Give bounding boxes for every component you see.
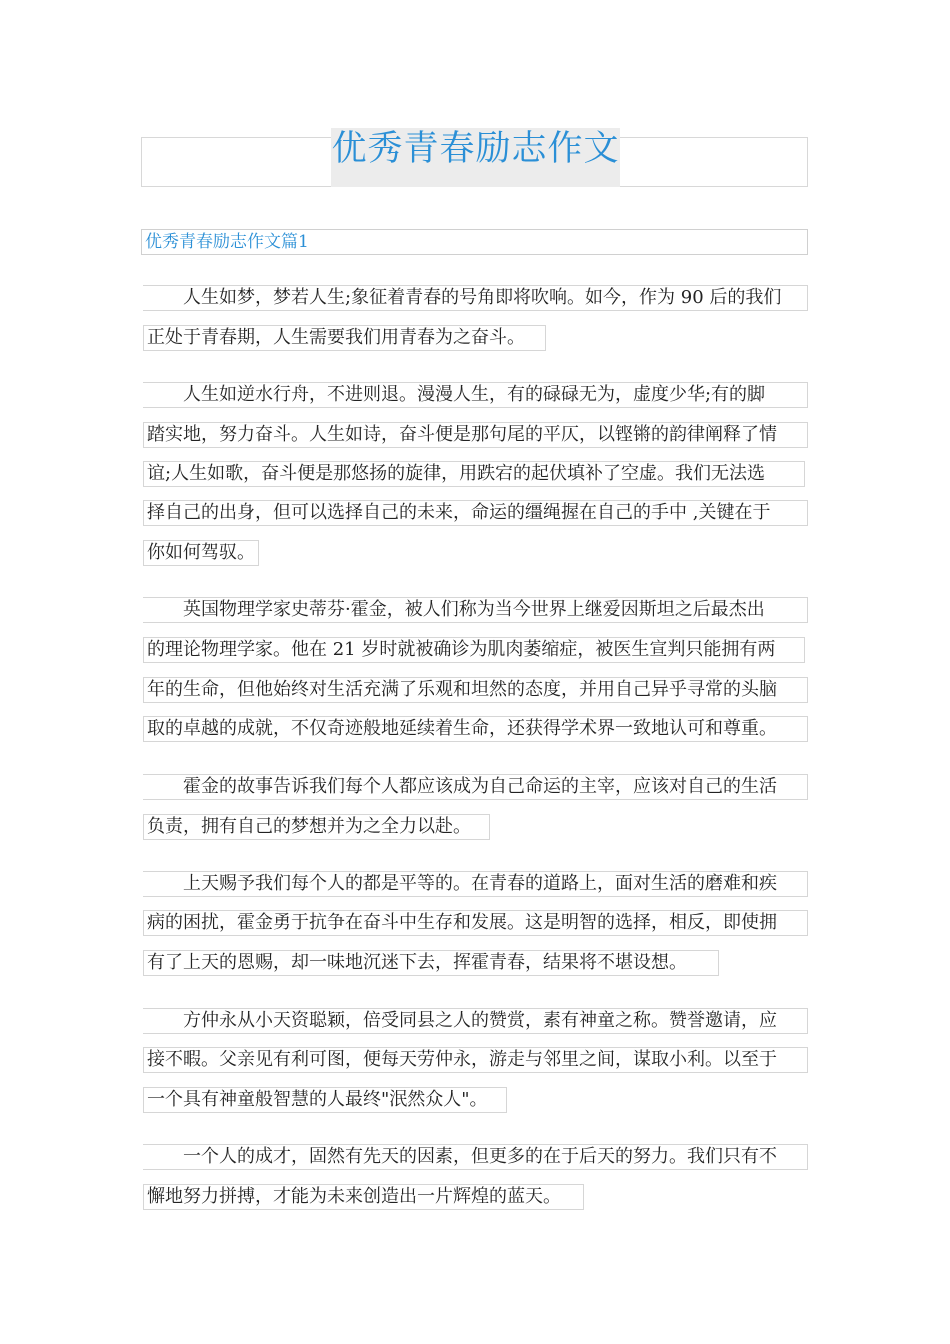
- paragraph-line: 英国物理学家史蒂芬·霍金，被人们称为当今世界上继爱因斯坦之后最杰出: [143, 597, 808, 623]
- paragraph-line: 年的生命，但他始终对生活充满了乐观和坦然的态度，并用自己异乎寻常的头脑: [143, 677, 808, 703]
- paragraph-line: 懈地努力拼搏，才能为未来创造出一片辉煌的蓝天。: [143, 1184, 584, 1210]
- paragraph-line: 霍金的故事告诉我们每个人都应该成为自己命运的主宰，应该对自己的生活: [143, 774, 808, 800]
- section-heading: 优秀青春励志作文篇1: [141, 229, 808, 255]
- paragraph-line: 择自己的出身，但可以选择自己的未来，命运的缰绳握在自己的手中 ,关键在于: [143, 500, 808, 526]
- paragraph-line: 正处于青春期，人生需要我们用青春为之奋斗。: [143, 325, 546, 351]
- paragraph-line: 一个具有神童般智慧的人最终"泯然众人"。: [143, 1087, 507, 1113]
- paragraph-line: 上天赐予我们每个人的都是平等的。在青春的道路上，面对生活的磨难和疾: [143, 871, 808, 897]
- paragraph-line: 有了上天的恩赐，却一味地沉迷下去，挥霍青春，结果将不堪设想。: [143, 950, 719, 976]
- paragraph-line: 负责，拥有自己的梦想并为之全力以赴。: [143, 814, 490, 840]
- page-title: 优秀青春励志作文: [331, 129, 620, 169]
- paragraph-line: 一个人的成才，固然有先天的因素，但更多的在于后天的努力。我们只有不: [143, 1144, 808, 1170]
- paragraph-line: 方仲永从小天资聪颖，倍受同县之人的赞赏，素有神童之称。赞誉邀请，应: [143, 1008, 808, 1034]
- paragraph-line: 谊;人生如歌，奋斗便是那悠扬的旋律，用跌宕的起伏填补了空虚。我们无法选: [143, 461, 805, 487]
- paragraph-line: 接不暇。父亲见有利可图，便每天劳仲永，游走与邻里之间，谋取小利。以至于: [143, 1047, 808, 1073]
- paragraph-line: 的理论物理学家。他在 21 岁时就被确诊为肌肉萎缩症，被医生宣判只能拥有两: [143, 637, 805, 663]
- paragraph-line: 病的困扰，霍金勇于抗争在奋斗中生存和发展。这是明智的选择，相反，即使拥: [143, 910, 808, 936]
- paragraph-line: 人生如逆水行舟，不进则退。漫漫人生，有的碌碌无为，虚度少华;有的脚: [143, 382, 808, 408]
- paragraph-line: 你如何驾驭。: [143, 540, 259, 566]
- paragraph-line: 人生如梦，梦若人生;象征着青春的号角即将吹响。如今，作为 90 后的我们: [143, 285, 808, 311]
- paragraph-line: 取的卓越的成就，不仅奇迹般地延续着生命，还获得学术界一致地认可和尊重。: [143, 716, 808, 742]
- paragraph-line: 踏实地，努力奋斗。人生如诗，奋斗便是那句尾的平仄，以铿锵的韵律阐释了情: [143, 422, 808, 448]
